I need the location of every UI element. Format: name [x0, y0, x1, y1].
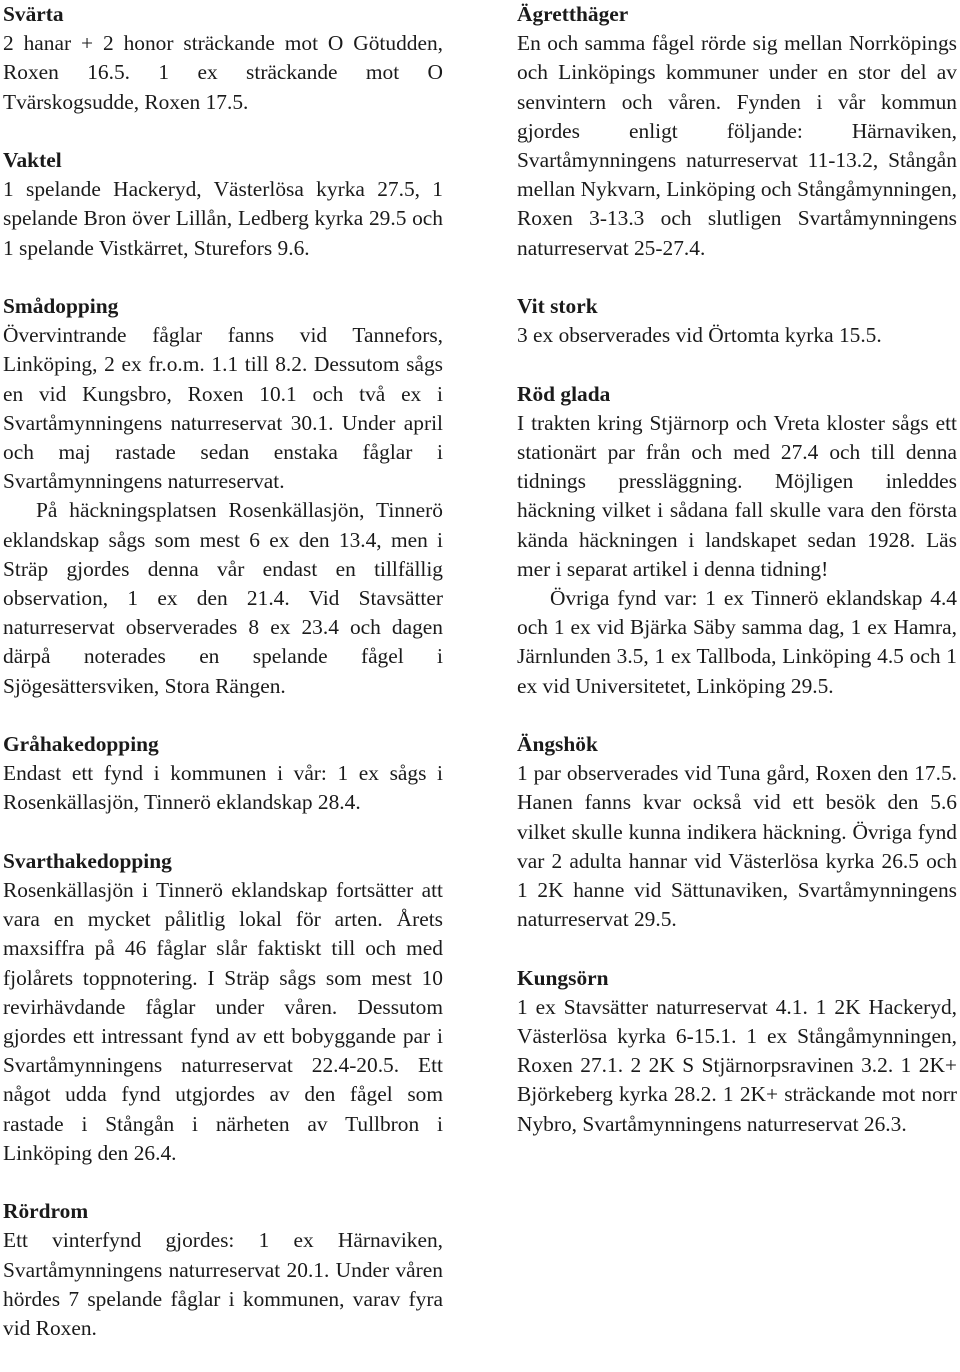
section-paragraph: Övriga fynd var: 1 ex Tinnerö eklandskap 4.4 och 1 ex vid Bjärka Säby samma dag, 1 ex Hamra, Järnlunden 3.5, 1 ex Tallboda, Linköping 4.5 och 1 ex vid Universitetet, Linköping 29.5. [517, 586, 957, 698]
section-heading: Gråhakedopping [3, 732, 159, 757]
section-paragraph: 1 par observerades vid Tuna gård, Roxen den 17.5. Hanen fanns kvar också vid ett besök den 5.6 vilket skulle kunna indikera häckning. Övriga fynd var 2 adulta hannar vid Västerlösa kyrka 26.5 och 1 2K hanne vid Sättunaviken, Svartåmynningens naturreservat 29.5. [517, 761, 957, 932]
section-heading: Vaktel [3, 148, 62, 172]
section-heading: Röd glada [517, 381, 611, 406]
section-heading: Ägretthäger [517, 2, 629, 26]
section-heading: Smådopping [3, 294, 119, 318]
section-heading: Ängshök [517, 732, 598, 757]
right-column [517, 0, 957, 1168]
section-heading: Svarthakedopping [3, 848, 172, 873]
section-paragraph: Rosenkällasjön i Tinnerö eklandskap fortsätter att vara en mycket pålitlig lokal för arten. Årets maxsiffra på 46 fåglar slår faktiskt till och med fjolårets toppnotering. I Sträp sågs som mest 10 revirhävdande fåglar under våren. Dessutom gjordes ett intressant fynd av ett bobyggande par i Svartåmynningens naturreservat 22.4-20.5. Ett något udda fynd utgjordes av den fågel som rastade i Stångån i närheten av Tullbron i Linköping den 26.4. [3, 878, 443, 1165]
section-paragraph: På häckningsplatsen Rosenkällasjön, Tinnerö eklandskap sågs som mest 6 ex den 13.4, men i Sträp gjordes denna vår endast en tillfällig observation, 1 ex den 21.4. Vid Stavsätter naturreservat observerades 8 ex 23.4 och dagen därpå noterades en spelande fågel i Sjögesättersviken, Stora Rängen. [3, 498, 443, 698]
section-paragraph: Övervintrande fåglar fanns vid Tannefors, Linköping, 2 ex fr.o.m. 1.1 till 8.2. Dessutom sågs en vid Kungsbro, Roxen 10.1 och två ex i Svartåmynningens naturreservat 30.1. Under april och maj rastade sedan enstaka fåglar i Svartåmynningens naturreservat. [3, 323, 443, 494]
section-vaktel [3, 146, 443, 263]
section-rod-glada [517, 380, 957, 701]
section-kungsorn [517, 964, 957, 1139]
section-paragraph: Endast ett fynd i kommunen i vår: 1 ex sågs i Rosenkällasjön, Tinnerö eklandskap 28.4. [3, 761, 443, 815]
section-paragraph: 1 spelande Hackeryd, Västerlösa kyrka 27.5, 1 spelande Bron över Lillån, Ledberg kyrka 29.5 och 1 spelande Vistkärret, Sturefors 9.6. [3, 177, 443, 260]
section-angshok [517, 730, 957, 934]
section-paragraph: Ett vinterfynd gjordes: 1 ex Härnaviken, Svartåmynningens naturreservat 20.1. Under våren hördes 7 spelande fåglar i kommunen, varav fyra vid Roxen. [3, 1228, 443, 1341]
section-svarthakedopping [3, 847, 443, 1168]
section-vit-stork [517, 292, 957, 350]
section-heading: Vit stork [517, 294, 598, 319]
section-paragraph: I trakten kring Stjärnorp och Vreta kloster sågs ett stationärt par från och med 27.4 och till denna tidnings pressläggning. Möjligen inleddes häckning vilket i sådana fall skulle vara den första kända häckningen i landskapet sedan 1928. Läs mer i separat artikel i denna tidning! [517, 410, 957, 581]
section-paragraph: En och samma fågel rörde sig mellan Norrköpings och Linköpings kommuner under en stor del av senvintern och våren. Fynden i vår kommun gjordes enligt följande: Härnaviken, Svartåmynningens naturreservat 11-13.2, Stångån mellan Nykvarn, Linköping och Stångåmynningen, Roxen 3-13.3 och slutligen Svartåmynningens naturreservat 25-27.4. [517, 31, 957, 260]
section-rordrom [3, 1197, 443, 1343]
section-svarta [3, 0, 443, 117]
section-paragraph: 1 ex Stavsätter naturreservat 4.1. 1 2K Hackeryd, Västerlösa kyrka 6-15.1. 1 ex Stångåmynningen, Roxen 27.1. 2 2K S Stjärnorpsravinen 3.2. 1 2K+ Björkeberg kyrka 28.2. 1 2K+ sträckande mot norr Nybro, Svartåmynningens naturreservat 26.3. [517, 994, 957, 1136]
section-grahakedopping [3, 730, 443, 818]
section-heading: Svärta [3, 2, 64, 26]
section-heading: Kungsörn [517, 965, 609, 990]
section-smadopping [3, 292, 443, 701]
left-column [3, 0, 443, 1372]
section-paragraph: 3 ex observerades vid Örtomta kyrka 15.5. [517, 323, 882, 348]
section-agretthager [517, 0, 957, 263]
section-heading: Rördrom [3, 1199, 89, 1224]
section-paragraph: 2 hanar + 2 honor sträckande mot O Götudden, Roxen 16.5. 1 ex sträckande mot O Tvärskogsudde, Roxen 17.5. [3, 31, 443, 114]
